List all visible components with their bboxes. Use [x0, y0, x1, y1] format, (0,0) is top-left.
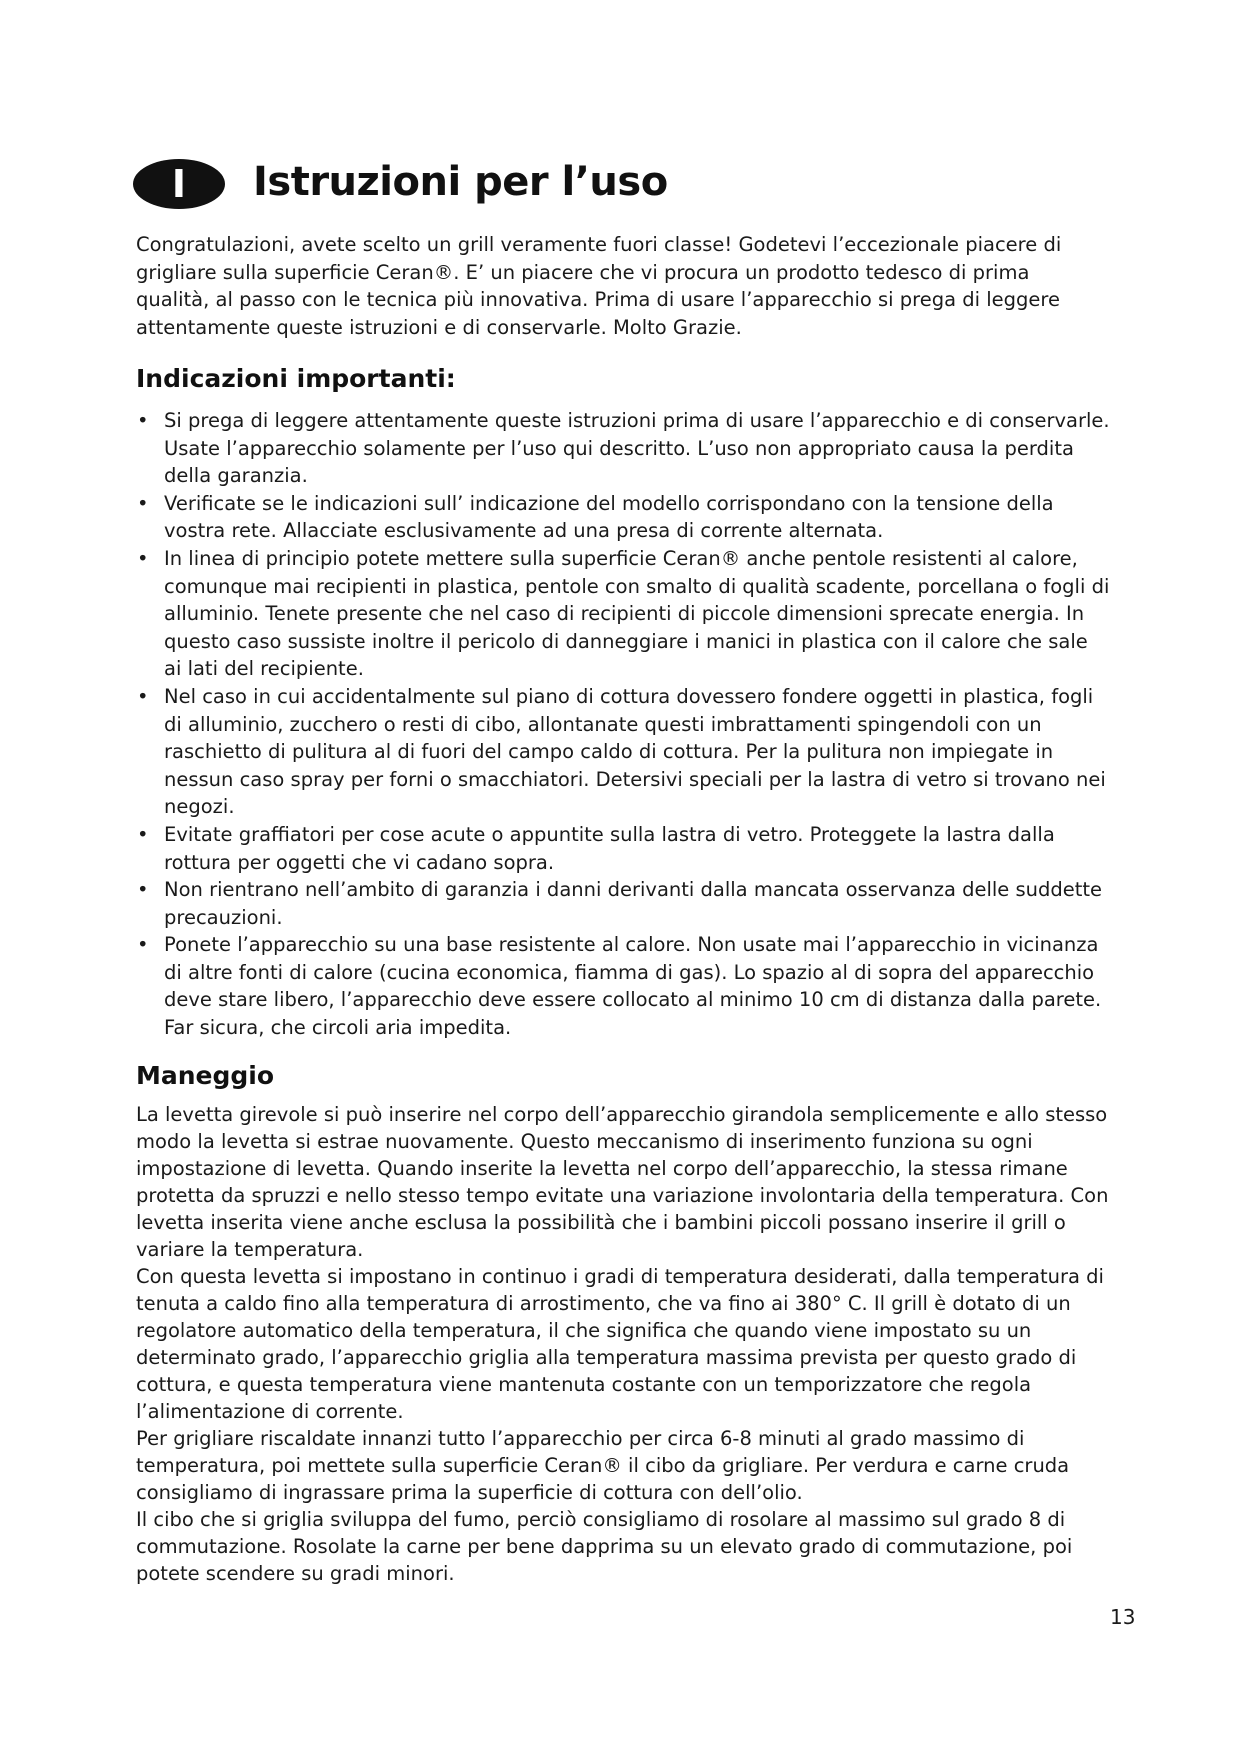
list-item-text: Verificate se le indicazioni sull’ indicazione del modello corrispondano con la tensione della vostra rete. Allacciate esclusivamente ad una presa di corrente alternata.	[164, 491, 1054, 543]
important-notes-heading: Indicazioni importanti:	[136, 364, 456, 393]
list-item-text: Nel caso in cui accidentalmente sul piano di cottura dovessero fondere oggetti in plastica, fogli di alluminio, zucchero o resti di cibo, allontanate questi imbrattamenti spingendoli con un raschietto di pulitura al di fuori del campo caldo di cottura. Per la pulitura non impiegate in nessun caso spray per forni o smacchiatori. Detersivi speciali per la lastra di vetro si trovano nei negozi.	[164, 684, 1106, 819]
list-item-text: Si prega di leggere attentamente queste istruzioni prima di usare l’apparecchio e di conservarle. Usate l’apparecchio solamente per l’uso qui descritto. L’uso non appropriato causa la perdita della garanzia.	[164, 409, 1110, 488]
list-item-text: In linea di principio potete mettere sulla superficie Ceran® anche pentole resistenti al calore, comunque mai recipienti in plastica, pentole con smalto di qualità scadente, porcellana o fogli di alluminio. Tenete presente che nel caso di recipienti di piccole dimensioni sprecate energia. In questo caso sussiste inoltre il pericolo di danneggiare i manici in plastica con il calore che sale ai lati del recipiente.	[164, 546, 1110, 681]
list-item	[136, 931, 1111, 1041]
list-item	[136, 683, 1111, 821]
bullet-icon: •	[137, 933, 149, 957]
handling-heading: Maneggio	[136, 1061, 275, 1090]
language-badge: I	[133, 159, 225, 209]
handling-paragraph: Con questa levetta si impostano in continuo i gradi di temperatura desiderati, dalla temperatura di tenuta a caldo fino alla temperatura di arrostimento, che va fino ai 380° C. Il grill è dotato di un regolatore automatico della temperatura, il che significa che quando viene impostato su un determinato grado, l’apparecchio griglia alla temperatura massima prevista per questo grado di cottura, e questa temperatura viene mantenuta costante con un temporizzatore che regola l’alimentazione di corrente.	[136, 1265, 1104, 1423]
handling-paragraph: Per grigliare riscaldate innanzi tutto l’apparecchio per circa 6-8 minuti al grado massimo di temperatura, poi mettete sulla superficie Ceran® il cibo da grigliare. Per verdura e carne cruda consigliamo di ingrassare prima la superficie di cottura con dell’olio.	[136, 1427, 1070, 1504]
bullet-icon: •	[137, 878, 149, 902]
bullet-icon: •	[137, 684, 149, 708]
bullet-icon: •	[137, 409, 149, 432]
list-item	[136, 545, 1111, 683]
list-item	[136, 876, 1111, 931]
bullet-icon: •	[137, 491, 149, 515]
list-item-text: Ponete l’apparecchio su una base resistente al calore. Non usate mai l’apparecchio in vicinanza di altre fonti di calore (cucina economica, fiamma di gas). Lo spazio al di sopra del apparecchio deve stare libero, l’apparecchio deve essere collocato al minimo 10 cm di distanza dalla parete. Far sicura, che circoli aria impedita.	[164, 933, 1102, 1040]
important-notes-list	[136, 407, 1111, 1042]
page-title: Istruzioni per l’uso	[253, 159, 668, 205]
list-item	[136, 821, 1111, 876]
handling-section	[136, 1101, 1111, 1587]
bullet-icon: •	[137, 822, 149, 846]
page-number: 13	[1110, 1605, 1136, 1629]
list-item-text: Non rientrano nell’ambito di garanzia i danni derivanti dalla mancata osservanza delle suddette precauzioni.	[164, 878, 1103, 929]
handling-paragraph: Il cibo che si griglia sviluppa del fumo, perciò consigliamo di rosolare al massimo sul grado 8 di commutazione. Rosolate la carne per bene dapprima su un elevato grado di commutazione, poi potete scendere su gradi minori.	[136, 1508, 1073, 1585]
list-item	[136, 407, 1111, 490]
list-item-text: Evitate graffiatori per cose acute o appuntite sulla lastra di vetro. Proteggete la lastra dalla rottura per oggetti che vi cadano sopra.	[164, 822, 1055, 874]
handling-paragraph: La levetta girevole si può inserire nel corpo dell’apparecchio girandola semplicemente e allo stesso modo la levetta si estrae nuovamente. Questo meccanismo di inserimento funziona su ogni impostazione di levetta. Quando inserite la levetta nel corpo dell’apparecchio, la stessa rimane protetta da spruzzi e nello stesso tempo evitate una variazione involontaria della temperatura. Con levetta inserita viene anche esclusa la possibilità che i bambini piccoli possano inserire il grill o variare la temperatura.	[136, 1103, 1109, 1261]
bullet-icon: •	[137, 546, 149, 570]
intro-paragraph: Congratulazioni, avete scelto un grill veramente fuori classe! Godetevi l’eccezionale piacere di grigliare sulla superficie Ceran®. E’ un piacere che vi procura un prodotto tedesco di prima qualità, al passo con le tecnica più innovativa. Prima di usare l’apparecchio si prega di leggere attentamente queste istruzioni e di conservarle. Molto Grazie.	[136, 233, 1062, 339]
list-item	[136, 490, 1111, 545]
